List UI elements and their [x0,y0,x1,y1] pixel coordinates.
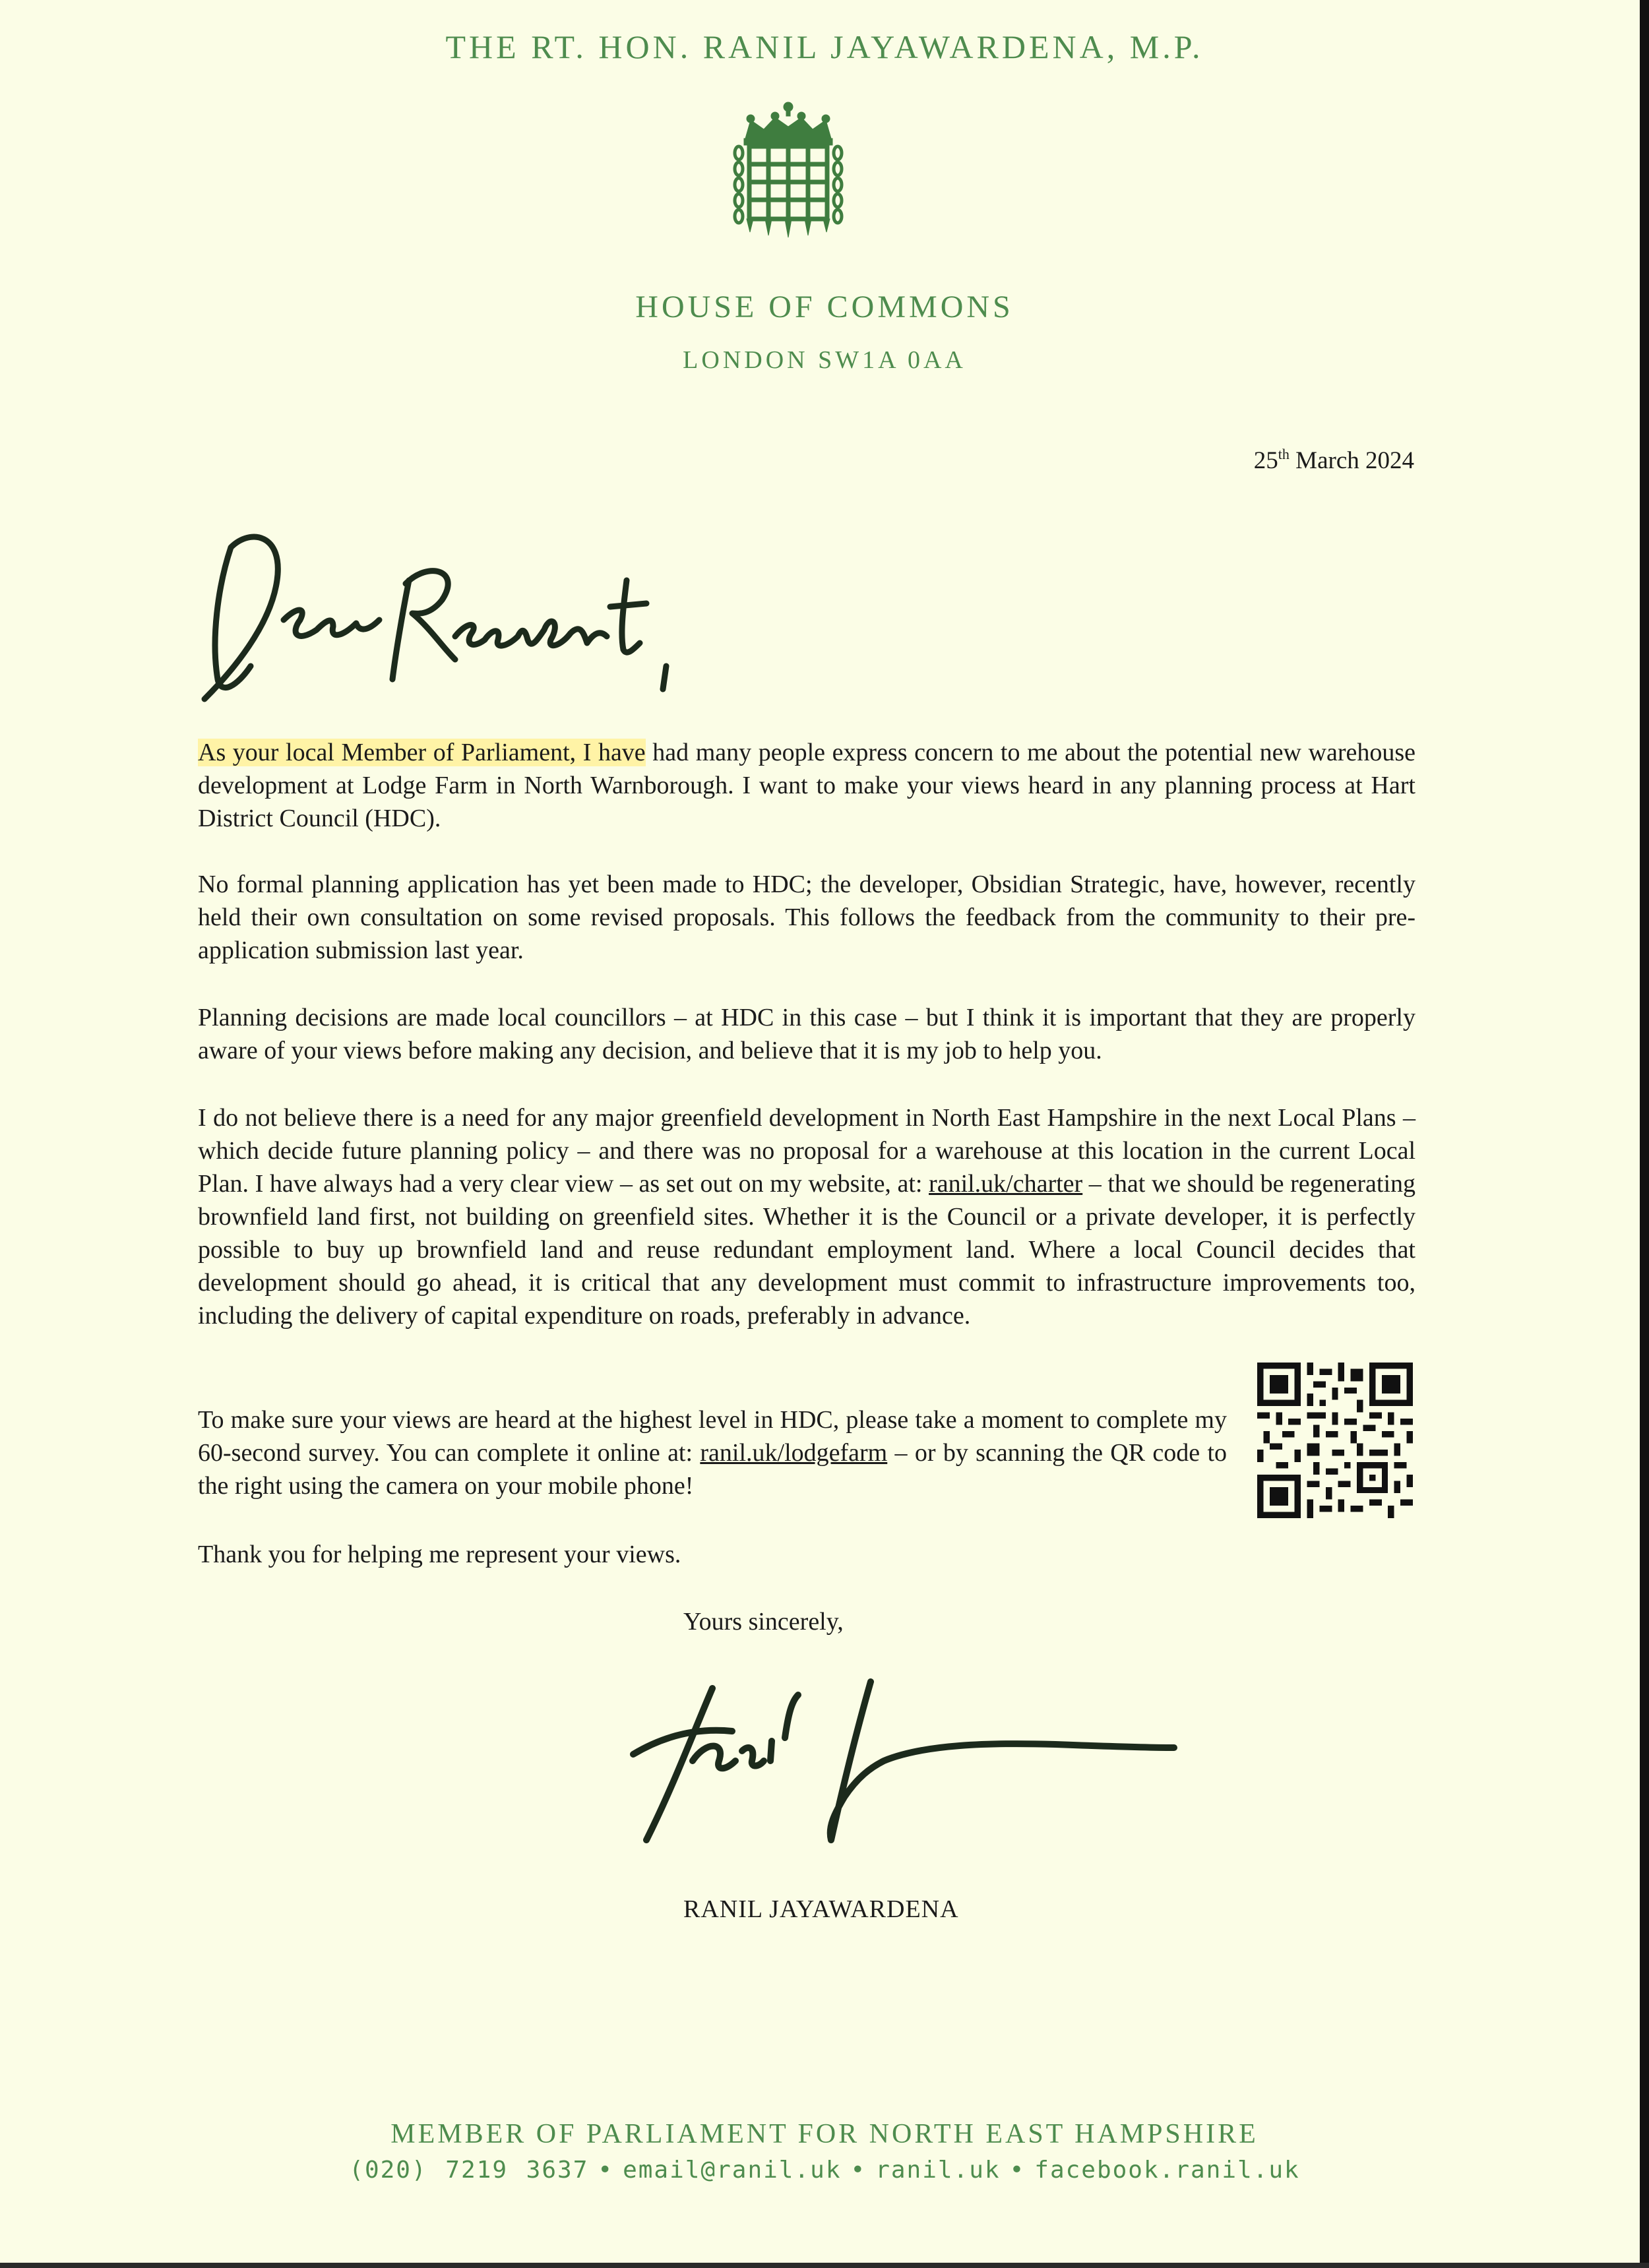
footer-constituency: MEMBER OF PARLIAMENT FOR NORTH EAST HAMPSHIRE [390,2119,1259,2149]
paragraph-thanks: Thank you for helping me represent your views. [198,1541,681,1568]
house-of-commons-heading: HOUSE OF COMMONS [635,290,1014,324]
footer-phone[interactable]: (020) 7219 3637 [349,2157,589,2184]
footer-website[interactable]: ranil.uk [875,2157,1001,2184]
charter-link[interactable]: ranil.uk/charter [929,1170,1083,1198]
footer-facebook[interactable]: facebook.ranil.uk [1034,2157,1300,2184]
separator-dot: • [598,2157,614,2184]
closing-line: Yours sincerely, [683,1608,844,1636]
qr-code-icon[interactable] [1257,1363,1413,1518]
paragraph-intro: As your local Member of Parliament, I have had many people express concern to me about the potential new warehouse development at Lodge Farm in North Warnborough. I want to make your views heard in any planning process at Hart District Council (HDC). [198,739,1416,832]
footer-contact-line [0,2157,1649,2184]
portcullis-icon [732,100,844,239]
footer-email[interactable]: email@ranil.uk [623,2157,842,2184]
paragraph-planning-decisions: Planning decisions are made local councillors – at HDC in this case – but I think it is important that they are properly aware of your views before making any decision, and believe that it is my job to help you. [198,1004,1416,1064]
mp-name-heading: THE RT. HON. RANIL JAYAWARDENA, M.P. [445,28,1204,65]
letter-date: 25th March 2024 [1253,446,1414,474]
signature-image [594,1662,1253,1860]
separator-dot: • [850,2157,867,2184]
address-line: LONDON SW1A 0AA [683,346,966,374]
paragraph-survey: To make sure your views are heard at the highest level in HDC, please take a moment to complete my 60-second survey. You can complete it online at: ranil.uk/lodgefarm – or by scanning the QR code to the right using the camera on your mobile phone! [198,1406,1228,1500]
paragraph-greenfield-view: I do not believe there is a need for any major greenfield development in North East Hampshire in the next Local Plans – which decide future planning policy – and there was no proposal for a warehouse at this location in the current Local Plan. I have always had a very clear view – as set out on my website, at: ranil.uk/charter – that we should be regenerating brownfield land first, not building on greenfield sites. Whether it is the Council or a private developer, it is perfectly possible to buy up brownfield land and reuse redundant employment land. Where a local Council decides that development should go ahead, it is critical that any development must commit to infrastructure improvements too, including the delivery of capital expenditure on roads, preferably in advance. [198,1104,1416,1330]
scan-edge [1640,0,1649,2268]
paragraph-application-status: No formal planning application has yet been made to HDC; the developer, Obsidian Strategic, have, however, recently held their own consultation on some revised proposals. This follows the feedback from the community to their pre-application submission last year. [198,871,1416,964]
signer-name: RANIL JAYAWARDENA [683,1895,959,1923]
separator-dot: • [1009,2157,1026,2184]
highlighted-text: As your local Member of Parliament, I have [198,739,646,766]
scan-edge-bottom [0,2263,1649,2268]
survey-link[interactable]: ranil.uk/lodgefarm [700,1439,888,1467]
handwritten-salutation [191,508,719,719]
